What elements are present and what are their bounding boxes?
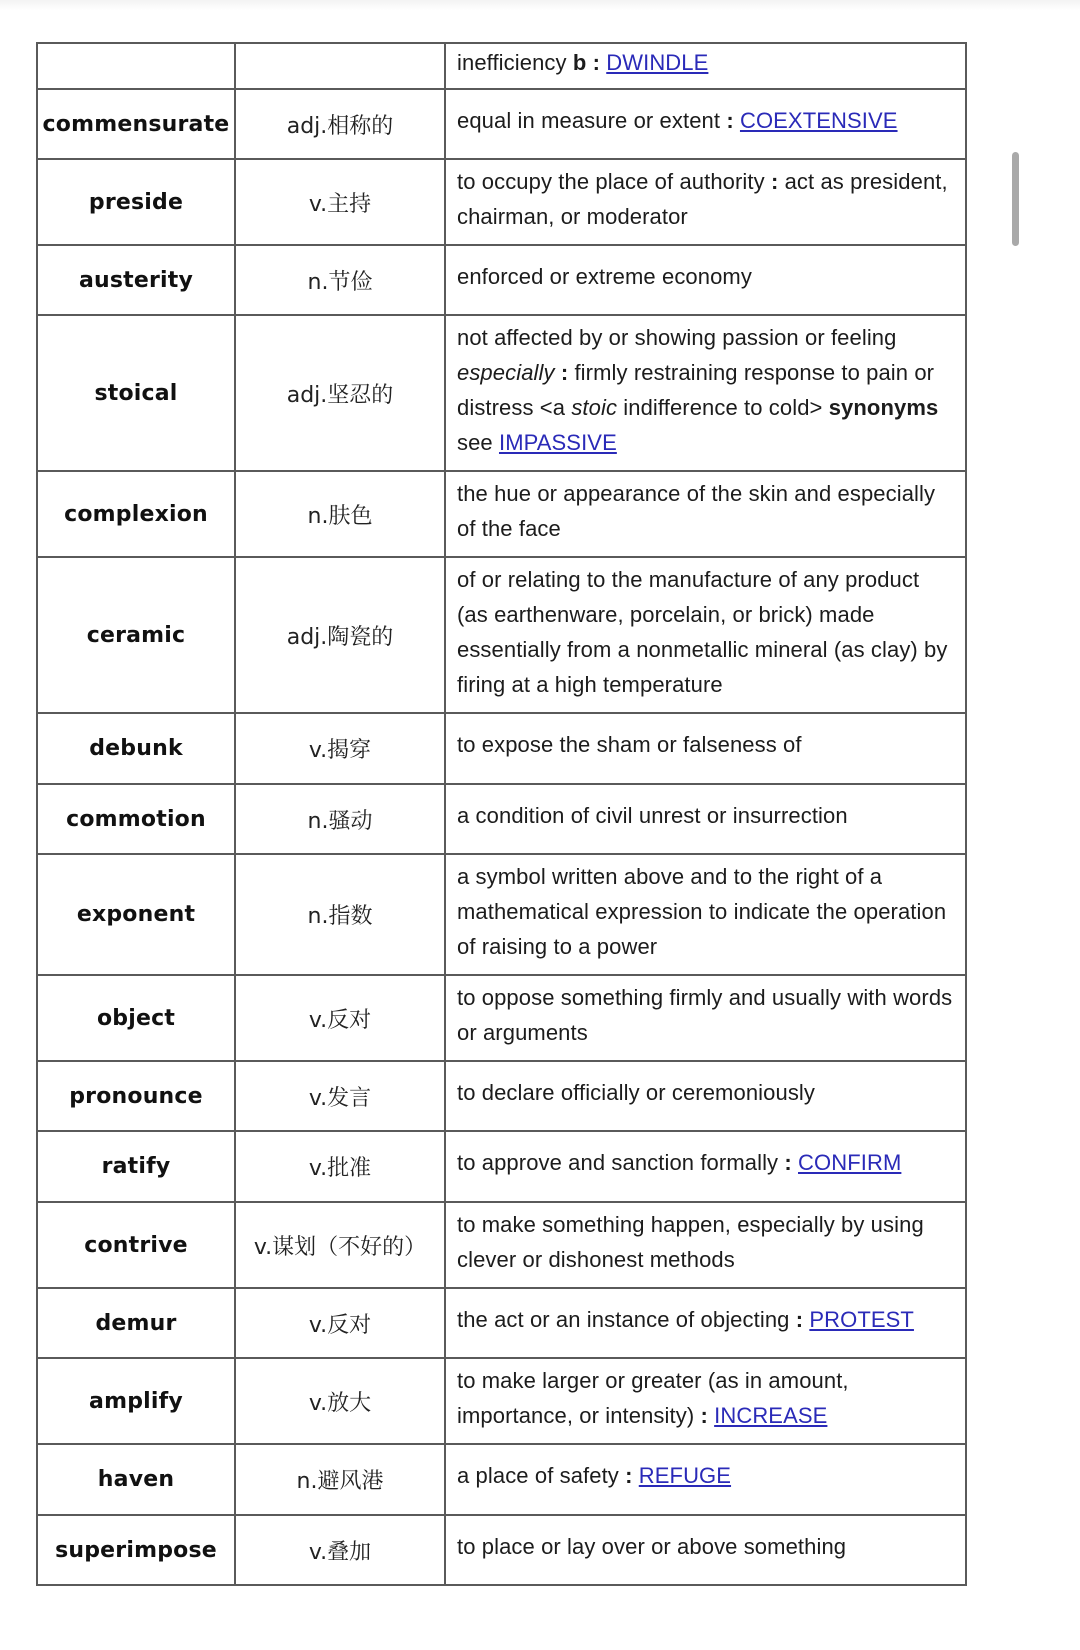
table-row bbox=[37, 1131, 966, 1202]
synonym-link[interactable]: IMPASSIVE bbox=[498, 430, 617, 455]
definition-bold-text: : bbox=[625, 1463, 639, 1488]
definition-bold-text: : bbox=[795, 1306, 810, 1332]
definition-cell bbox=[445, 1515, 966, 1585]
definition-cell bbox=[445, 713, 966, 784]
definition-text: inefficiency bbox=[457, 49, 573, 75]
definition-text: enforced or extreme economy bbox=[457, 263, 752, 289]
word-cell: contrive bbox=[37, 1202, 235, 1288]
pos-translation-cell: v.揭穿 bbox=[235, 713, 445, 784]
pos-translation-cell: v.反对 bbox=[235, 1288, 445, 1358]
word-cell bbox=[37, 43, 235, 89]
definition-text: not affected by or showing passion or feeling bbox=[457, 325, 897, 350]
definition-bold-text: synonyms bbox=[828, 395, 939, 420]
pos-translation-cell: n.骚动 bbox=[235, 784, 445, 854]
table-row bbox=[37, 315, 966, 471]
pos-translation-cell: v.反对 bbox=[235, 975, 445, 1061]
vocabulary-table bbox=[36, 42, 967, 1586]
table-row bbox=[37, 1061, 966, 1131]
definition-italic-text: especially bbox=[457, 360, 555, 385]
definition-bold-text: : bbox=[726, 107, 740, 133]
definition-text: to make something happen, especially by using clever or dishonest methods bbox=[457, 1212, 924, 1272]
pos-translation-cell: adj.陶瓷的 bbox=[235, 557, 445, 713]
definition-bold-text: : bbox=[554, 360, 575, 385]
word-cell: superimpose bbox=[37, 1515, 235, 1585]
definition-cell bbox=[445, 89, 966, 159]
definition-bold-text: : bbox=[770, 169, 785, 194]
pos-translation-cell: adj.相称的 bbox=[235, 89, 445, 159]
definition-text: to approve and sanction formally bbox=[457, 1150, 785, 1175]
definition-cell bbox=[445, 159, 966, 245]
word-cell: debunk bbox=[37, 713, 235, 784]
definition-text: equal in measure or extent bbox=[457, 107, 727, 133]
definition-text: to make larger or greater (as in amount, importance, or intensity) bbox=[457, 1368, 849, 1428]
definition-cell bbox=[445, 1131, 966, 1202]
definition-cell bbox=[445, 245, 966, 315]
synonym-link[interactable]: PROTEST bbox=[809, 1306, 914, 1332]
table-row bbox=[37, 1358, 966, 1444]
definition-cell bbox=[445, 975, 966, 1061]
table-row bbox=[37, 159, 966, 245]
pos-translation-cell bbox=[235, 43, 445, 89]
word-cell: amplify bbox=[37, 1358, 235, 1444]
pos-translation-cell: n.节俭 bbox=[235, 245, 445, 315]
table-row bbox=[37, 713, 966, 784]
definition-text: a place of safety bbox=[457, 1463, 626, 1488]
definition-bold-text: b : bbox=[572, 49, 607, 75]
synonym-link[interactable]: CONFIRM bbox=[798, 1150, 902, 1175]
table-row bbox=[37, 1444, 966, 1515]
word-cell: exponent bbox=[37, 854, 235, 975]
table-row bbox=[37, 89, 966, 159]
table-row bbox=[37, 245, 966, 315]
word-cell: pronounce bbox=[37, 1061, 235, 1131]
pos-translation-cell: v.叠加 bbox=[235, 1515, 445, 1585]
table-row bbox=[37, 1515, 966, 1585]
table-row bbox=[37, 1288, 966, 1358]
definition-cell bbox=[445, 784, 966, 854]
pos-translation-cell: v.谋划（不好的） bbox=[235, 1202, 445, 1288]
definition-text: a condition of civil unrest or insurrection bbox=[457, 802, 848, 828]
synonym-link[interactable]: INCREASE bbox=[714, 1403, 828, 1428]
table-row bbox=[37, 43, 966, 89]
table-row bbox=[37, 471, 966, 557]
pos-translation-cell: n.指数 bbox=[235, 854, 445, 975]
page-top-edge bbox=[0, 0, 1080, 10]
definition-text: to declare officially or ceremoniously bbox=[457, 1079, 816, 1105]
table-row bbox=[37, 1202, 966, 1288]
table-row bbox=[37, 784, 966, 854]
definition-cell bbox=[445, 471, 966, 557]
definition-text: act as president, chairman, or moderator bbox=[457, 169, 948, 229]
table-row bbox=[37, 557, 966, 713]
word-cell: demur bbox=[37, 1288, 235, 1358]
definition-cell bbox=[445, 1202, 966, 1288]
definition-cell bbox=[445, 1061, 966, 1131]
word-cell: commotion bbox=[37, 784, 235, 854]
definition-cell bbox=[445, 1358, 966, 1444]
definition-text: to oppose something firmly and usually with words or arguments bbox=[457, 985, 953, 1045]
definition-text: firmly restraining response to pain or distress <a bbox=[457, 360, 935, 420]
pos-translation-cell: adj.坚忍的 bbox=[235, 315, 445, 471]
definition-bold-text: : bbox=[784, 1150, 799, 1175]
definition-text: see bbox=[457, 430, 499, 455]
vertical-scrollbar[interactable] bbox=[1012, 152, 1019, 246]
definition-cell bbox=[445, 854, 966, 975]
word-cell: austerity bbox=[37, 245, 235, 315]
definition-cell bbox=[445, 1288, 966, 1358]
word-cell: complexion bbox=[37, 471, 235, 557]
synonym-link[interactable]: DWINDLE bbox=[606, 49, 709, 75]
definition-bold-text: : bbox=[700, 1403, 715, 1428]
definition-text: the hue or appearance of the skin and especially of the face bbox=[457, 481, 936, 541]
definition-text: the act or an instance of objecting bbox=[457, 1306, 796, 1332]
pos-translation-cell: n.肤色 bbox=[235, 471, 445, 557]
definition-cell bbox=[445, 1444, 966, 1515]
definition-cell bbox=[445, 315, 966, 471]
word-cell: ceramic bbox=[37, 557, 235, 713]
word-cell: commensurate bbox=[37, 89, 235, 159]
word-cell: haven bbox=[37, 1444, 235, 1515]
pos-translation-cell: n.避风港 bbox=[235, 1444, 445, 1515]
word-cell: preside bbox=[37, 159, 235, 245]
table-row bbox=[37, 975, 966, 1061]
definition-text: to expose the sham or falseness of bbox=[457, 732, 802, 757]
definition-text: of or relating to the manufacture of any product (as earthenware, porcelain, or brick) made essentially from a nonmetallic mineral (as clay) by firing at a high temperature bbox=[457, 567, 948, 697]
definition-text: to occupy the place of authority bbox=[457, 169, 771, 194]
table-row bbox=[37, 854, 966, 975]
synonym-link[interactable]: COEXTENSIVE bbox=[739, 107, 898, 133]
definition-text: to place or lay over or above something bbox=[457, 1533, 847, 1559]
pos-translation-cell: v.主持 bbox=[235, 159, 445, 245]
vocabulary-table-body bbox=[37, 43, 966, 1585]
pos-translation-cell: v.批准 bbox=[235, 1131, 445, 1202]
synonym-link[interactable]: REFUGE bbox=[638, 1463, 732, 1488]
definition-cell bbox=[445, 43, 966, 89]
word-cell: object bbox=[37, 975, 235, 1061]
pos-translation-cell: v.发言 bbox=[235, 1061, 445, 1131]
definition-italic-text: stoic bbox=[571, 395, 618, 420]
word-cell: ratify bbox=[37, 1131, 235, 1202]
definition-text: a symbol written above and to the right of a mathematical expression to indicate the operation of raising to a power bbox=[457, 864, 947, 959]
pos-translation-cell: v.放大 bbox=[235, 1358, 445, 1444]
word-cell: stoical bbox=[37, 315, 235, 471]
definition-text: indifference to cold> bbox=[617, 395, 829, 420]
definition-cell bbox=[445, 557, 966, 713]
